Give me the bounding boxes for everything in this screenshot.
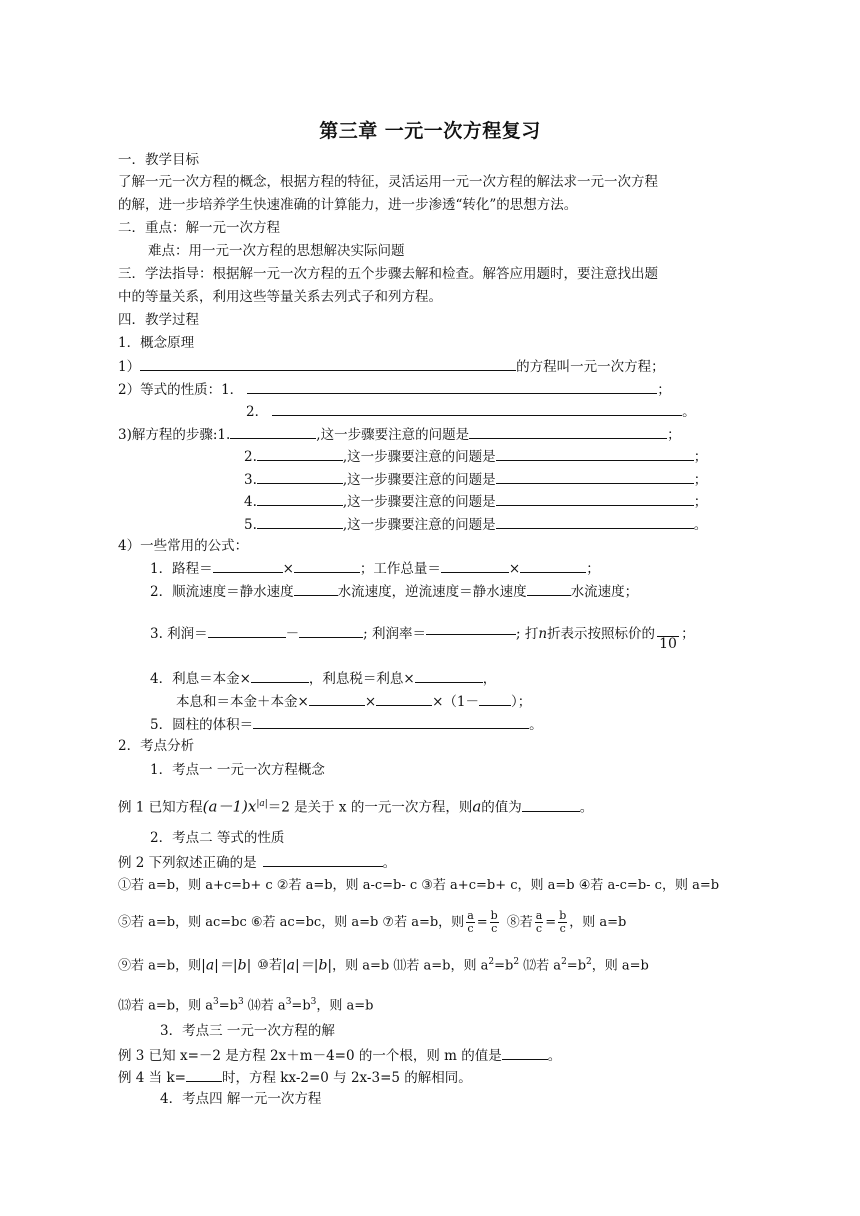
page-title: 第三章 一元一次方程复习 [319, 120, 541, 142]
blank [520, 557, 586, 573]
formula-text: 水流速度，逆流速度＝静水速度 [337, 584, 527, 600]
answer-blank [502, 1044, 548, 1060]
blank [272, 400, 682, 416]
discount-fraction [657, 622, 679, 652]
formula-text: ; 打 [516, 626, 539, 642]
steps-line-3 [244, 468, 707, 490]
method-text-1: 三．学法指导：根据解一元一次方程的五个步骤去解和检查。解答应用题时，要注意找出题 [118, 266, 658, 282]
exponent: 3 [285, 997, 292, 1007]
statements-row-3 [118, 952, 649, 976]
absolute-value-expression: |a|＝|b| [201, 957, 252, 974]
statement-text: ，则 a=b [316, 998, 374, 1014]
formula-profit [150, 622, 695, 652]
statement-text: ，则 a=b [591, 958, 649, 974]
step-text: ,这一步骤要注意的问题是 [342, 494, 496, 510]
blank [376, 690, 432, 706]
steps-line-1 [118, 423, 681, 445]
section-key-points: 二．重点：解一元一次方程 [118, 220, 280, 236]
statement-text: ⒁若 a [243, 998, 286, 1014]
steps-line-5 [244, 513, 707, 535]
blank [257, 468, 343, 484]
formula-text: ；工作总量＝ [359, 561, 441, 577]
formula-text: 2．顺流速度＝静水速度 [150, 584, 294, 600]
fraction-denominator: c [535, 922, 543, 935]
fraction-numerator: a [467, 909, 474, 922]
statement-text: ⑧若 [506, 915, 533, 930]
objectives-text-1: 了解一元一次方程的概念，根据方程的特征，灵活运用一元一次方程的解法求一元一次方程 [118, 174, 658, 190]
answer-blank [263, 851, 383, 867]
statement-text: ⑩若 [257, 958, 282, 974]
fraction-a-over-c [466, 910, 475, 935]
blank [527, 580, 571, 596]
blank [257, 490, 343, 506]
blank [140, 355, 516, 371]
blank [496, 513, 694, 529]
answer-blank [186, 1066, 222, 1082]
statement-text: =b [291, 998, 311, 1014]
fraction-denominator: c [491, 922, 498, 935]
op: × [282, 561, 294, 577]
punct: ； [657, 382, 671, 398]
method-text-2: 中的等量关系，利用这些等量关系去列式子和列方程。 [118, 289, 442, 305]
formula-interest [150, 667, 496, 689]
step-text: ,这一步骤要注意的问题是 [316, 427, 470, 443]
fraction-b-over-c [558, 910, 567, 935]
formula-text: 4．利息＝本金× [150, 671, 251, 687]
step-number: 1. [217, 427, 231, 443]
formula-text: 水流速度； [570, 584, 639, 600]
blank [496, 490, 694, 506]
variable-n: n [538, 626, 548, 642]
formula-text: 1．路程＝ [150, 561, 213, 577]
equation: (a－1)x [202, 797, 257, 816]
formula-text: ×（1－ [432, 694, 480, 710]
exponent: 2 [488, 957, 495, 967]
formula-text: 5．圆柱的体积＝ [150, 717, 254, 733]
topic-4: 4．考点四 解一元一次方程 [160, 1091, 322, 1107]
punct: ； [693, 472, 708, 488]
answer-blank [522, 796, 580, 812]
formula-text: 本息和＝本金＋本金× [176, 694, 309, 710]
concept-definition-line [118, 355, 665, 377]
punct: ； [681, 626, 695, 642]
punct: 。 [382, 855, 397, 871]
punct: ， [482, 671, 497, 687]
punct: 。 [693, 517, 708, 533]
blank [299, 622, 363, 638]
fraction-bar [426, 634, 516, 635]
fraction-denominator: 10 [659, 636, 677, 652]
statements-row-4 [118, 992, 373, 1016]
example-text: 的值为 [481, 799, 522, 816]
example-text: 例 4 当 k= [118, 1070, 186, 1086]
example-3 [118, 1044, 561, 1066]
formula-text: ; 利润率＝ [363, 626, 427, 642]
example-text: 例 2 下列叙述正确的是 [118, 855, 257, 871]
steps-line-4 [244, 490, 707, 512]
blank [496, 468, 694, 484]
equality-property-2 [246, 400, 696, 422]
formulas-heading: 4）一些常用的公式： [118, 538, 249, 554]
op: = [476, 915, 488, 930]
subsection-analysis: 2．考点分析 [118, 738, 195, 754]
punct: 。 [547, 1048, 562, 1064]
objectives-text-2: 的解，进一步培养学生快速准确的计算能力，进一步渗透“转化”的思想方法。 [118, 197, 578, 213]
example-text: 时，方程 kx-2=0 与 2x-3=5 的解相同。 [221, 1070, 472, 1086]
fraction-numerator: b [490, 909, 498, 922]
absolute-value-expression: |a|＝|b| [281, 957, 333, 974]
item-prefix: 2）等式的性质：1． [118, 382, 244, 398]
section-process: 四．教学过程 [118, 312, 199, 328]
item-prefix: 2． [246, 404, 269, 420]
item-prefix: 3)解方程的步骤: [118, 427, 218, 443]
statement-text: =b [218, 998, 238, 1014]
blank [469, 423, 667, 439]
blank [230, 423, 316, 439]
example-4 [118, 1066, 472, 1088]
fraction-numerator: a [535, 909, 543, 922]
blank [496, 445, 694, 461]
variable-a: a [472, 797, 482, 816]
blank [213, 557, 283, 573]
blank [247, 378, 657, 394]
blank [441, 557, 509, 573]
punct: ； [667, 427, 681, 443]
fraction-a-over-c [535, 910, 544, 935]
step-number: 3. [244, 472, 257, 488]
step-text: ,这一步骤要注意的问题是 [342, 472, 496, 488]
punct: 。 [579, 799, 594, 816]
blank [415, 667, 483, 683]
statement-text: ，则 a=b [569, 915, 627, 930]
exponent: 3 [237, 997, 244, 1007]
step-text: ,这一步骤要注意的问题是 [342, 517, 496, 533]
statement-text: ⑨若 a=b，则 [118, 958, 202, 974]
blank [257, 445, 343, 461]
statement-text: =b [494, 958, 514, 974]
definition-suffix: 的方程叫一元一次方程； [516, 359, 665, 375]
section-objectives: 一．教学目标 [118, 152, 199, 168]
statement-text: ⒀若 a=b，则 a [118, 998, 213, 1014]
blank [257, 513, 343, 529]
formula-text: 折表示按照标价的 [547, 626, 656, 642]
example-text: 例 1 已知方程 [118, 799, 203, 816]
steps-line-2 [244, 445, 707, 467]
fraction-denominator: c [559, 922, 566, 935]
statement-text: ⑤若 a=b，则 ac=bc ⑥若 ac=bc，则 a=b ⑦若 a=b，则 [118, 915, 465, 930]
formula-text: 3. 利润＝ [150, 626, 208, 642]
difficulty-text: 难点：用一元一次方程的思想解决实际问题 [148, 243, 405, 259]
punct: 。 [682, 404, 696, 420]
op: × [508, 561, 521, 577]
punct: 。 [529, 717, 543, 733]
example-text: ＝2 是关于 x 的一元一次方程，则 [267, 799, 473, 816]
formula-text: ）； [511, 694, 532, 710]
statement-text: =b [566, 958, 587, 974]
fraction-numerator: b [559, 909, 567, 922]
fraction-denominator: c [467, 922, 474, 935]
step-number: 4. [244, 494, 257, 510]
op: = [545, 915, 557, 930]
fraction-numerator [657, 622, 679, 637]
statements-row-1: ①若 a=b，则 a+c=b+ c ②若 a=b，则 a-c=b- c ③若 a+c=b+ c，则 a=b ④若 a-c=b- c，则 a=b [118, 878, 720, 893]
topic-3: 3．考点三 一元一次方程的解 [160, 1023, 335, 1039]
equation-exponent: |a| [256, 799, 268, 809]
punct: ； [693, 449, 708, 465]
step-number: 2. [244, 449, 257, 465]
equality-property-1 [118, 378, 671, 400]
blank [253, 713, 529, 729]
statement-text: ，则 a=b ⑾若 a=b，则 a [332, 958, 489, 974]
subsection-concepts: 1．概念原理 [118, 335, 195, 351]
blank [294, 557, 360, 573]
formula-cylinder-volume [150, 713, 543, 735]
example-text: 例 3 已知 x=－2 是方程 2x＋m－4=0 的一个根，则 m 的值是 [118, 1048, 502, 1064]
step-text: ,这一步骤要注意的问题是 [342, 449, 496, 465]
example-2 [118, 851, 396, 873]
formula-stream-speed [150, 580, 638, 602]
item-prefix: 1） [118, 359, 141, 375]
op: － [285, 626, 300, 642]
topic-2: 2．考点二 等式的性质 [150, 830, 285, 846]
formula-text: ，利息税＝利息× [308, 671, 415, 687]
blank [208, 622, 286, 638]
statement-text: ⑿若 a [519, 958, 562, 974]
punct: ； [586, 561, 600, 577]
blank [251, 667, 309, 683]
topic-1: 1．考点一 一元一次方程概念 [150, 762, 325, 778]
formula-distance [150, 557, 600, 579]
blank [294, 580, 338, 596]
exponent: 2 [561, 957, 567, 967]
exponent: 3 [212, 997, 219, 1007]
exponent: 3 [310, 997, 317, 1007]
statements-row-2 [118, 910, 626, 935]
exponent: 2 [586, 957, 592, 967]
blank [479, 690, 511, 706]
exponent: 2 [513, 957, 520, 967]
blank [309, 690, 365, 706]
step-number: 5. [244, 517, 257, 533]
op: × [364, 694, 377, 710]
formula-principal-interest [176, 690, 531, 712]
punct: ； [693, 494, 708, 510]
fraction-b-over-c [490, 910, 499, 935]
example-1 [118, 794, 593, 818]
